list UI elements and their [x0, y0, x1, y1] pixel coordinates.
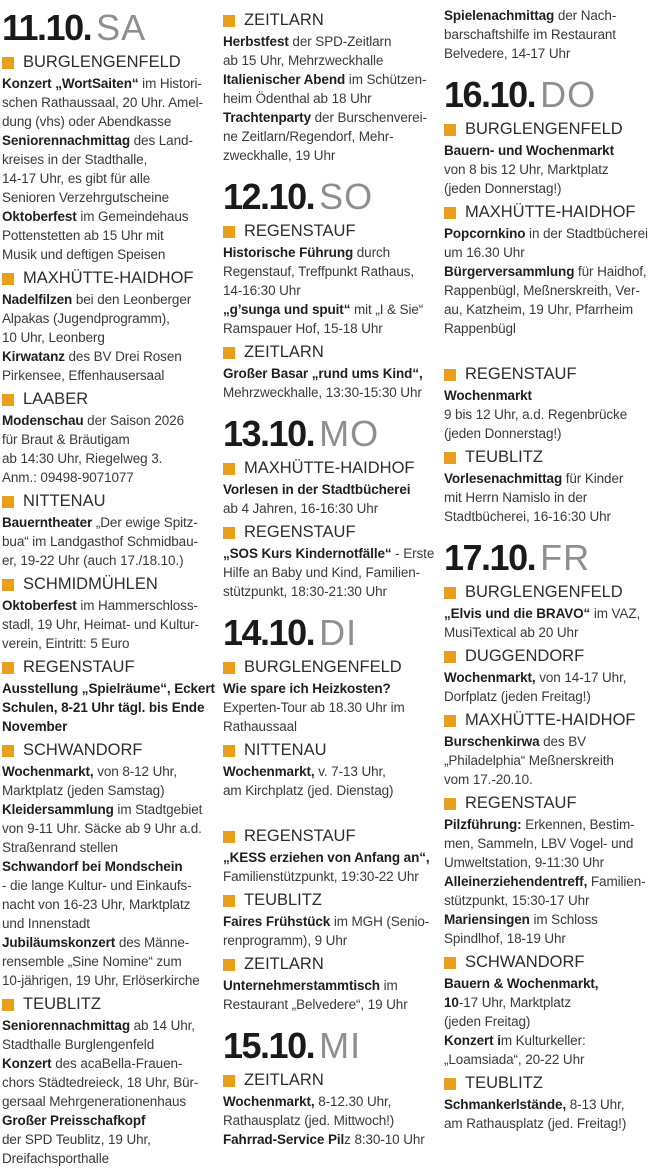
event-text: Konzert „WortSaiten“ im Histori- schen Rathaussaal, 20 Uhr. Amel- dung (vhs) oder Abendkasse Seniorennachmittag des Land- kreises in der Stadthalle, 14-17 Uhr, es gibt für alle Senioren Verzehrgutscheine Oktoberfest im Gemeindehaus Pottenstetten ab 15 Uhr mit Musik und deftigen Speisen [2, 76, 203, 262]
section-header-nittenau [2, 492, 216, 511]
bullet-square-icon [223, 1075, 235, 1087]
town-label: ZEITLARN [244, 955, 324, 973]
town-label: TEUBLITZ [465, 448, 543, 466]
town-label: DUGGENDORF [465, 647, 585, 665]
town-label: MAXHÜTTE-HAIDHOF [465, 711, 636, 729]
town-label: BURGLENGENFELD [23, 53, 181, 71]
town-label: ZEITLARN [244, 343, 324, 361]
town-label: MAXHÜTTE-HAIDHOF [465, 203, 636, 221]
section-header-burglengenfeld [444, 120, 658, 139]
town-label: BURGLENGENFELD [465, 583, 623, 601]
event-text: Ausstellung „Spielräume“, Eckert Schulen, 8-21 Uhr tägl. bis Ende November [2, 681, 215, 734]
event-text: Wochenmarkt, v. 7-13 Uhr, am Kirchplatz (jed. Dienstag) [223, 764, 394, 798]
bullet-square-icon [444, 369, 456, 381]
weekday-label: DO [540, 74, 597, 115]
town-label: REGENSTAUF [244, 222, 356, 240]
town-label: TEUBLITZ [244, 891, 322, 909]
event-text: Bauerntheater „Der ewige Spitz- bua“ im Landgasthof Schmidbau- er, 19-22 Uhr (auch 17./18.10.) [2, 515, 198, 568]
bullet-square-icon [444, 715, 456, 727]
event-text: Großer Basar „rund ums Kind“, Mehrzweckhalle, 13:30-15:30 Uhr [223, 366, 423, 400]
section-header-maxh-tte-haidhof [2, 269, 216, 288]
bullet-square-icon [444, 124, 456, 136]
section-header-burglengenfeld [444, 583, 658, 602]
bullet-square-icon [223, 347, 235, 359]
date-heading [2, 8, 216, 48]
weekday-label: SA [96, 7, 147, 48]
town-label: MAXHÜTTE-HAIDHOF [23, 269, 194, 287]
section-header-burglengenfeld [2, 53, 216, 72]
event-text: Vorlesenachmittag für Kinder mit Herrn Namislo in der Stadtbücherei, 16-16:30 Uhr [444, 471, 624, 524]
section-header-zeitlarn [223, 955, 437, 974]
weekday-label: MI [319, 1025, 362, 1066]
section-header-regenstauf [223, 222, 437, 241]
town-label: SCHWANDORF [23, 741, 143, 759]
event-text: Bauern- und Wochenmarkt von 8 bis 12 Uhr, Marktplatz (jeden Donnerstag!) [444, 143, 614, 196]
section-header-regenstauf [2, 658, 216, 677]
date-heading [444, 75, 658, 115]
town-label: REGENSTAUF [23, 658, 135, 676]
date-heading [444, 538, 658, 578]
event-text: Wie spare ich Heizkosten? Experten-Tour ab 18.30 Uhr im Rathaussaal [223, 681, 405, 734]
event-text: „KESS erziehen von Anfang an“, Familienstützpunkt, 19:30-22 Uhr [223, 850, 430, 884]
bullet-square-icon [444, 957, 456, 969]
section-header-zeitlarn [223, 343, 437, 362]
event-text: Modenschau der Saison 2026 für Braut & Bräutigam ab 14:30 Uhr, Riegelweg 3. Anm.: 09498-9071077 [2, 413, 184, 485]
section-header-maxh-tte-haidhof [444, 203, 658, 222]
event-text: Nadelfilzen bei den Leonberger Alpakas (Jugendprogramm), 10 Uhr, Leonberg Kirwatanz des BV Drei Rosen Pirkensee, Effenhausersaal [2, 292, 192, 383]
event-text: Popcornkino in der Stadtbücherei um 16.30 Uhr Bürgerversammlung für Haidhof, Rappenbügl, Meßnerskreith, Ver- au, Katzheim, 19 Uhr, Pfarrheim Rappenbügl [444, 226, 648, 336]
calendar-column-2 [223, 6, 437, 1159]
event-text: Historische Führung durch Regenstauf, Treffpunkt Rathaus, 14-16:30 Uhr „g’sunga und spuit“ mit „I & Sie“ Ramspauer Hof, 15-18 Uhr [223, 245, 424, 336]
event-text: Wochenmarkt, von 14-17 Uhr, Dorfplatz (jeden Freitag!) [444, 670, 627, 704]
section-header-regenstauf [223, 523, 437, 542]
town-label: TEUBLITZ [465, 1074, 543, 1092]
town-label: REGENSTAUF [244, 827, 356, 845]
section-header-schwandorf [444, 953, 658, 972]
bullet-square-icon [223, 895, 235, 907]
date-heading [223, 613, 437, 653]
bullet-square-icon [2, 273, 14, 285]
section-header-zeitlarn [223, 11, 437, 30]
bullet-square-icon [223, 831, 235, 843]
bullet-square-icon [223, 662, 235, 674]
bullet-square-icon [2, 57, 14, 69]
bullet-square-icon [2, 662, 14, 674]
event-text: Burschenkirwa des BV „Philadelphia“ Meßnerskreith vom 17.-20.10. [444, 734, 614, 787]
event-text: Faires Frühstück im MGH (Senio- renprogramm), 9 Uhr [223, 914, 430, 948]
bullet-square-icon [444, 207, 456, 219]
bullet-square-icon [223, 463, 235, 475]
calendar-column-1 [2, 6, 216, 1166]
event-text: Wochenmarkt, 8-12.30 Uhr, Rathausplatz (jed. Mittwoch!) Fahrrad-Service Pilz 8:30-10 Uhr [223, 1094, 425, 1147]
weekday-label: SO [319, 176, 374, 217]
town-label: NITTENAU [244, 741, 327, 759]
bullet-square-icon [444, 798, 456, 810]
section-header-burglengenfeld [223, 658, 437, 677]
section-header-schwandorf [2, 741, 216, 760]
section-header-teublitz [223, 891, 437, 910]
town-label: REGENSTAUF [244, 523, 356, 541]
event-text: Pilzführung: Erkennen, Bestim- men, Sammeln, LBV Vogel- und Umweltstation, 9-11:30 Uhr Alleinerziehendentreff, Familien- stützpunkt, 15:30-17 Uhr Mariensingen im Schloss Spindlhof, 18-19 Uhr [444, 817, 646, 946]
event-text: Bauern & Wochenmarkt, 10-17 Uhr, Marktplatz (jeden Freitag) Konzert im Kulturkeller: „Loamsiada“, 20-22 Uhr [444, 976, 599, 1067]
town-label: REGENSTAUF [465, 794, 577, 812]
town-label: NITTENAU [23, 492, 106, 510]
event-text: „SOS Kurs Kindernotfälle“ - Erste Hilfe an Baby und Kind, Familien- stützpunkt, 18:30-21:30 Uhr [223, 546, 435, 599]
section-header-schmidm-hlen [2, 575, 216, 594]
bullet-square-icon [2, 999, 14, 1011]
section-header-laaber [2, 390, 216, 409]
date-heading [223, 1026, 437, 1066]
section-header-teublitz [444, 448, 658, 467]
event-text: Unternehmerstammtisch im Restaurant „Belvedere“, 19 Uhr [223, 978, 408, 1012]
town-label: BURGLENGENFELD [465, 120, 623, 138]
section-header-zeitlarn [223, 1071, 437, 1090]
date-label: 13.10. [223, 413, 315, 454]
section-header-regenstauf [444, 794, 658, 813]
town-label: REGENSTAUF [465, 365, 577, 383]
event-text: Spielenachmittag der Nach- barschaftshilfe im Restaurant Belvedere, 14-17 Uhr [444, 8, 617, 61]
bullet-square-icon [2, 394, 14, 406]
bullet-square-icon [223, 959, 235, 971]
bullet-square-icon [444, 587, 456, 599]
bullet-square-icon [223, 226, 235, 238]
date-label: 12.10. [223, 176, 315, 217]
section-header-teublitz [2, 995, 216, 1014]
date-label: 14.10. [223, 612, 315, 653]
date-label: 16.10. [444, 74, 536, 115]
date-heading [223, 177, 437, 217]
event-text: Schmankerlstände, 8-13 Uhr, am Rathausplatz (jed. Freitag!) [444, 1097, 627, 1131]
bullet-square-icon [2, 496, 14, 508]
event-text: Seniorennachmittag ab 14 Uhr, Stadthalle Burglengenfeld Konzert des acaBella-Frauen- chors Städtedreieck, 18 Uhr, Bür- gersaal Mehrgenerationenhaus Großer Preisschafkopf der SPD Teublitz, 19 Uhr, Dreifachsporthalle [2, 1018, 199, 1166]
date-label: 11.10. [2, 7, 92, 48]
event-text: Oktoberfest im Hammerschloss- stadl, 19 Uhr, Heimat- und Kultur- verein, Eintritt: 5 Euro [2, 598, 199, 651]
bullet-square-icon [2, 579, 14, 591]
section-header-nittenau [223, 741, 437, 760]
bullet-square-icon [223, 527, 235, 539]
date-heading [223, 414, 437, 454]
weekday-label: FR [540, 537, 591, 578]
town-label: SCHMIDMÜHLEN [23, 575, 158, 593]
bullet-square-icon [444, 651, 456, 663]
town-label: ZEITLARN [244, 11, 324, 29]
section-header-teublitz [444, 1074, 658, 1093]
event-text: Wochenmarkt 9 bis 12 Uhr, a.d. Regenbrücke (jeden Donnerstag!) [444, 388, 628, 441]
town-label: MAXHÜTTE-HAIDHOF [244, 459, 415, 477]
weekday-label: MO [319, 413, 380, 454]
bullet-square-icon [444, 1078, 456, 1090]
section-header-regenstauf [223, 827, 437, 846]
calendar-column-3 [444, 6, 658, 1159]
town-label: LAABER [23, 390, 89, 408]
date-label: 15.10. [223, 1025, 315, 1066]
date-label: 17.10. [444, 537, 536, 578]
section-header-maxh-tte-haidhof [223, 459, 437, 478]
section-header-duggendorf [444, 647, 658, 666]
event-text: „Elvis und die BRAVO“ im VAZ, MusiTextical ab 20 Uhr [444, 606, 641, 640]
town-label: ZEITLARN [244, 1071, 324, 1089]
event-text: Vorlesen in der Stadtbücherei ab 4 Jahren, 16-16:30 Uhr [223, 482, 411, 516]
town-label: BURGLENGENFELD [244, 658, 402, 676]
column-spacer [444, 338, 658, 360]
bullet-square-icon [2, 745, 14, 757]
event-text: Herbstfest der SPD-Zeitlarn ab 15 Uhr, Mehrzweckhalle Italienischer Abend im Schützen- heim Ödenthal ab 18 Uhr Trachtenparty der Burschenverei- ne Zeitlarn/Regendorf, Mehr- zweckhalle, 19 Uhr [223, 34, 427, 163]
event-text: Wochenmarkt, von 8-12 Uhr, Marktplatz (jeden Samstag) Kleidersammlung im Stadtgebiet von 9-11 Uhr. Säcke ab 9 Uhr a.d. Straßenrand stellen Schwandorf bei Mondschein - die lange Kultur- und Einkaufs- nacht von 16-23 Uhr, Marktplatz und Innenstadt Jubiläumskonzert des Männe- rensemble „Sine Nomine“ zum 10-jährigen, 19 Uhr, Erlöserkirche [2, 764, 203, 988]
section-header-regenstauf [444, 365, 658, 384]
weekday-label: DI [319, 612, 358, 653]
bullet-square-icon [444, 452, 456, 464]
bullet-square-icon [223, 15, 235, 27]
town-label: TEUBLITZ [23, 995, 101, 1013]
section-header-maxh-tte-haidhof [444, 711, 658, 730]
bullet-square-icon [223, 745, 235, 757]
town-label: SCHWANDORF [465, 953, 585, 971]
column-spacer [223, 800, 437, 822]
